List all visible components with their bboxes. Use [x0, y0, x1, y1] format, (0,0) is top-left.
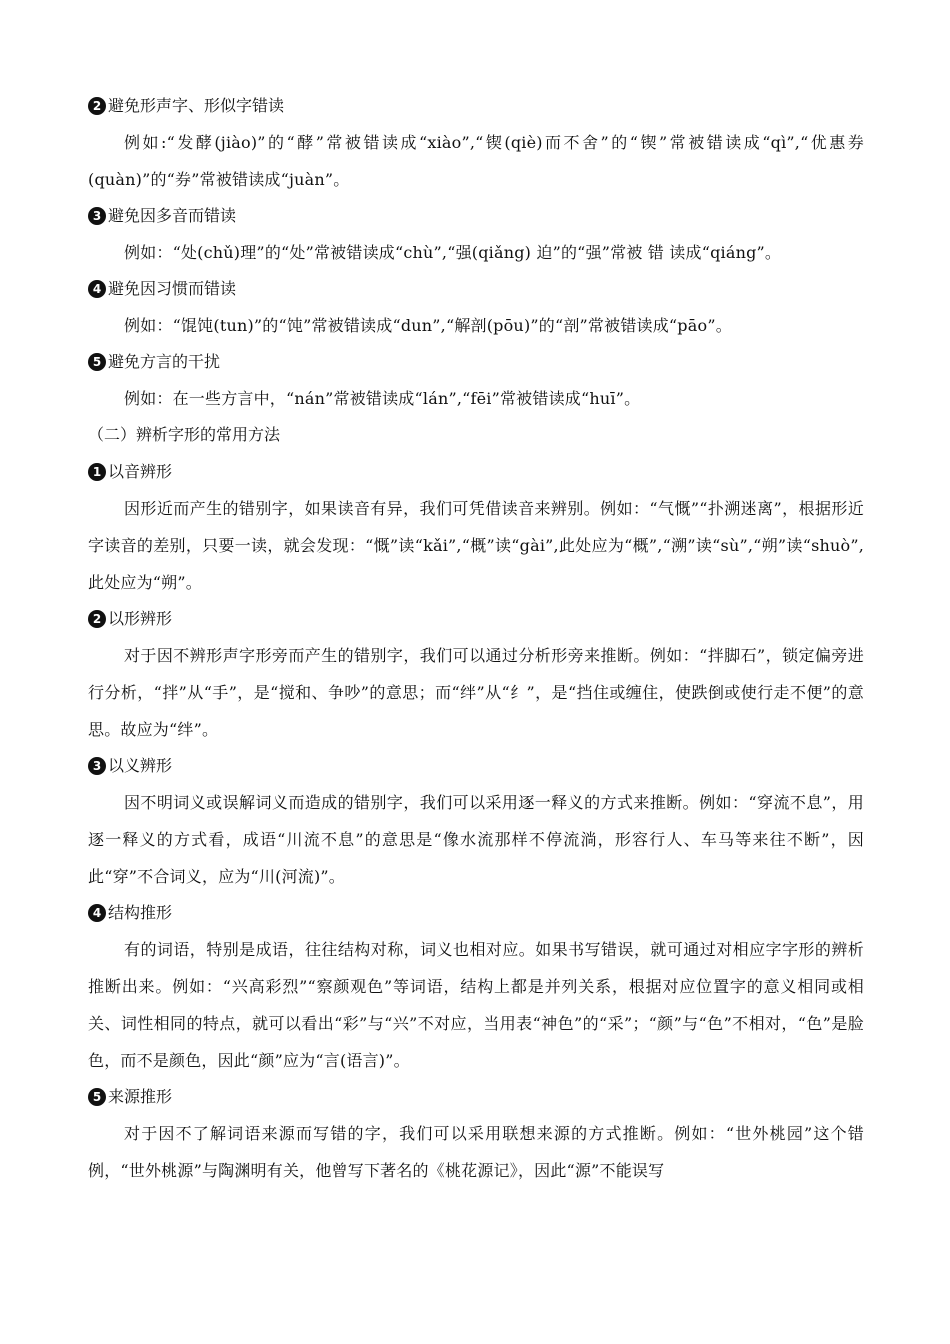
- heading-text: 避免因习惯而错读: [108, 279, 237, 298]
- circled-number-2-icon: 2: [88, 97, 106, 115]
- heading-avoid-dialect-interference: [88, 350, 864, 374]
- circled-number-4-icon: 4: [88, 904, 106, 922]
- method-paragraph: 有的词语，特别是成语，往往结构对称，词义也相对应。如果书写错误，就可通过对相应字字形的辨析推断出来。例如：“兴高彩烈”“察颜观色”等词语，结构上都是并列关系，根据对应位置字的意义相同或相关、词性相同的特点，就可以看出“彩”与“兴”不对应，当用表“神色”的“采”；“颜”与“色”不相对，“色”是脸色，而不是颜色，因此“颜”应为“言(语言)”。: [88, 940, 864, 1070]
- heading-shape-method: [88, 607, 864, 631]
- heading-structure-method: [88, 901, 864, 925]
- circled-number-5-icon: 5: [88, 1088, 106, 1106]
- heading-text: 以义辨形: [108, 756, 173, 775]
- heading-text: 结构推形: [108, 903, 173, 922]
- heading-avoid-habit-misreading: [88, 277, 864, 301]
- method-paragraph: 因形近而产生的错别字，如果读音有异，我们可凭借读音来辨别。例如：“气慨”“扑溯迷离”，根据形近字读音的差别，只要一读，就会发现：“慨”读“kǎi”,“概”读“gài”,此处应为“概”,“溯”读“sù”,“朔”读“shuò”,此处应为“朔”。: [88, 499, 864, 592]
- circled-number-3-icon: 3: [88, 207, 106, 225]
- method-paragraph: 对于因不辨形声字形旁而产生的错别字，我们可以通过分析形旁来推断。例如：“拌脚石”，锁定偏旁进行分析，“拌”从“手”，是“搅和、争吵”的意思；而“绊”从“纟”，是“挡住或缠住，使跌倒或使行走不便”的意思。故应为“绊”。: [88, 646, 864, 739]
- heading-text: 避免形声字、形似字错读: [108, 96, 285, 115]
- section-title: （二）辨析字形的常用方法: [88, 425, 281, 444]
- circled-number-4-icon: 4: [88, 280, 106, 298]
- circled-number-1-icon: 1: [88, 463, 106, 481]
- method-paragraph: 因不明词义或误解词义而造成的错别字，我们可以采用逐一释义的方式来推断。例如：“穿流不息”，用逐一释义的方式看，成语“川流不息”的意思是“像水流那样不停流淌，形容行人、车马等来往不断”，因此“穿”不合词义，应为“川(河流)”。: [88, 793, 864, 886]
- heading-text: 来源推形: [108, 1087, 173, 1106]
- heading-text: 避免因多音而错读: [108, 206, 237, 225]
- circled-number-5-icon: 5: [88, 353, 106, 371]
- example-paragraph: 例如：在一些方言中，“nán”常被错读成“lán”,“fēi”常被错读成“huī”。: [124, 389, 641, 408]
- heading-origin-method: [88, 1085, 864, 1109]
- heading-sound-method: [88, 460, 864, 484]
- document-body: [88, 94, 864, 1195]
- heading-text: 以形辨形: [108, 609, 173, 628]
- example-paragraph: 例如：“处(chǔ)理”的“处”常被错读成“chù”,“强(qiǎng) 迫”的“强”常被 错 读成“qiáng”。: [124, 243, 782, 262]
- heading-avoid-shape-misreading: [88, 94, 864, 118]
- heading-text: 以音辨形: [108, 462, 173, 481]
- heading-text: 避免方言的干扰: [108, 352, 221, 371]
- method-paragraph: 对于因不了解词语来源而写错的字，我们可以采用联想来源的方式推断。例如：“世外桃园”这个错例，“世外桃源”与陶渊明有关，他曾写下著名的《桃花源记》，因此“源”不能误写: [88, 1124, 864, 1180]
- heading-avoid-polyphone-misreading: [88, 204, 864, 228]
- circled-number-2-icon: 2: [88, 610, 106, 628]
- heading-meaning-method: [88, 754, 864, 778]
- example-paragraph: 例如：“馄饨(tun)”的“饨”常被错读成“dun”,“解剖(pōu)”的“剖”常被错读成“pāo”。: [124, 316, 732, 335]
- example-paragraph: 例如:“发酵(jiào)”的“酵”常被错读成“xiào”,“锲(qiè)而不舍”的“锲”常被错读成“qì”,“优惠券(quàn)”的“券”常被错读成“juàn”。: [88, 133, 864, 189]
- circled-number-3-icon: 3: [88, 757, 106, 775]
